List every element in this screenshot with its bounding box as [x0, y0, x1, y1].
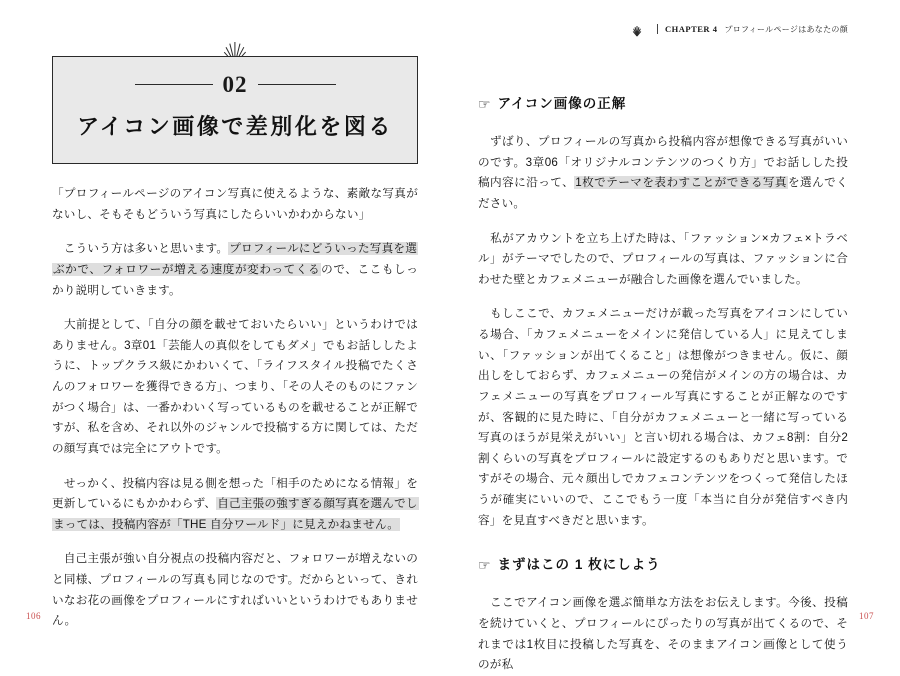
page-number-left: 106 [26, 611, 41, 621]
right-page [450, 0, 900, 672]
highlighted-text: 自己主張の強すぎる顔写真を選んでしまっては、投稿内容が「THE 自分ワールド」に見えかねません。 [53, 497, 418, 531]
running-header [624, 22, 848, 36]
subheading-text: アイコン画像の正解 [497, 96, 627, 111]
chapter-title: プロフィールページはあなたの顔 [724, 24, 848, 34]
paragraph: 大前提として、「自分の顔を載せておいたらいい」というわけではありません。3章01「芸能人の真似をしてもダメ」でもお話ししたように、トップクラス級にかわいくて、「ライフスタイル投稿でたくさんのフォロワーを獲得できる方」、つまり、「その人そのものにファンがつく場合」は、一番かわいく写っているものを載せることが正解ですが、私を含め、それ以外のジャンルで投稿する方に関しては、ただの顔写真では完全にアウトです。 [52, 318, 418, 455]
paragraph: ここでアイコン画像を選ぶ簡単な方法をお伝えします。今後、投稿を続けていくと、プロフィールにぴったりの写真が出てくるので、それまでは1枚目に投稿した写真を、そのままアイコン画像として使うのが私 [478, 596, 848, 672]
paragraph: せっかく、投稿内容は見る側を想った「相手のためになる情報」を更新しているにもかかわらず、自己主張の強すぎる顔写真を選んでしまっては、投稿内容が「THE 自分ワールド」に見えかねません。 [52, 476, 418, 531]
rule-left [135, 84, 213, 85]
paragraph: ずばり、プロフィールの写真から投稿内容が想像できる写真がいいのです。3章06「オリジナルコンテンツのつくり方」でお話しした投稿内容に沿って、1枚でテーマを表わすことができる写真を選んでください。 [478, 135, 848, 210]
paragraph: こういう方は多いと思います。プロフィールにどういった写真を選ぶかで、フォロワーが増える速度が変わってくるので、ここもしっかり説明していきます。 [52, 242, 418, 297]
subheading-2 [478, 553, 848, 577]
left-page [0, 0, 450, 637]
section-title-block [52, 56, 418, 164]
paragraph: 自己主張が強い自分視点の投稿内容だと、フォロワーが増えないのと同様、プロフィールの写真も同じなのです。だからといって、きれいなお花の画像をプロフィールにすればいいというわけでもありません。 [52, 552, 418, 628]
subheading-text: まずはこの 1 枚にしよう [497, 557, 661, 573]
page-number-right: 107 [859, 611, 874, 621]
highlighted-text: 1枚でテーマを表わすことができる写真 [575, 176, 787, 190]
subheading-1 [478, 92, 848, 116]
pointing-hand-icon: ☞ [478, 557, 490, 574]
right-body-column [478, 92, 848, 676]
paragraph: 私がアカウントを立ち上げた時は、「ファッション×カフェ×トラベル」がテーマでしたので、プロフィールの写真は、ファッションに合わせた壁とカフェメニューが融合した画像を選んでいました。 [478, 231, 848, 286]
section-title: アイコン画像で差別化を図る [77, 114, 393, 139]
chapter-label: CHAPTER 4 [657, 24, 717, 34]
section-number-row [53, 73, 417, 96]
section-title-box [52, 56, 418, 164]
paragraph: 「プロフィールページのアイコン写真に使えるような、素敵な写真がないし、そもそもどういう写真にしたらいいかわからない」 [52, 187, 418, 221]
left-body-column [52, 184, 418, 632]
paragraph: もしここで、カフェメニューだけが載った写真をアイコンにしている場合、「カフェメニューをメインに発信している人」に見えてしまい、「ファッションが出てくること」は想像がつきません。仮に、顔出しをしておらず、カフェメニューの発信がメインの方の場合は、カフェメニューの写真をプロフィール写真にすることが正解なのですが、客観的に見た時に、「自分がカフェメニューと一緒に写っている写真のほうが見栄えがいい」と言い切れる場合は、カフェ8割：自分2割くらいの写真をプロフィールに設定するのもありだと思います。ですがその場合、元々顔出しでカフェコンテンツをつくって発信したほうが確実にいいので、ここでもう一度「本当に自分が発信すべき内容」を見直すべきだと思います。 [478, 307, 848, 527]
pointing-hand-icon: ☞ [478, 96, 490, 112]
rule-right [258, 84, 336, 85]
sunburst-icon [624, 22, 650, 36]
highlighted-text: プロフィールにどういった写真を選ぶかで、フォロワーが増える速度が変わってくる [53, 242, 417, 276]
section-number: 02 [222, 72, 248, 97]
